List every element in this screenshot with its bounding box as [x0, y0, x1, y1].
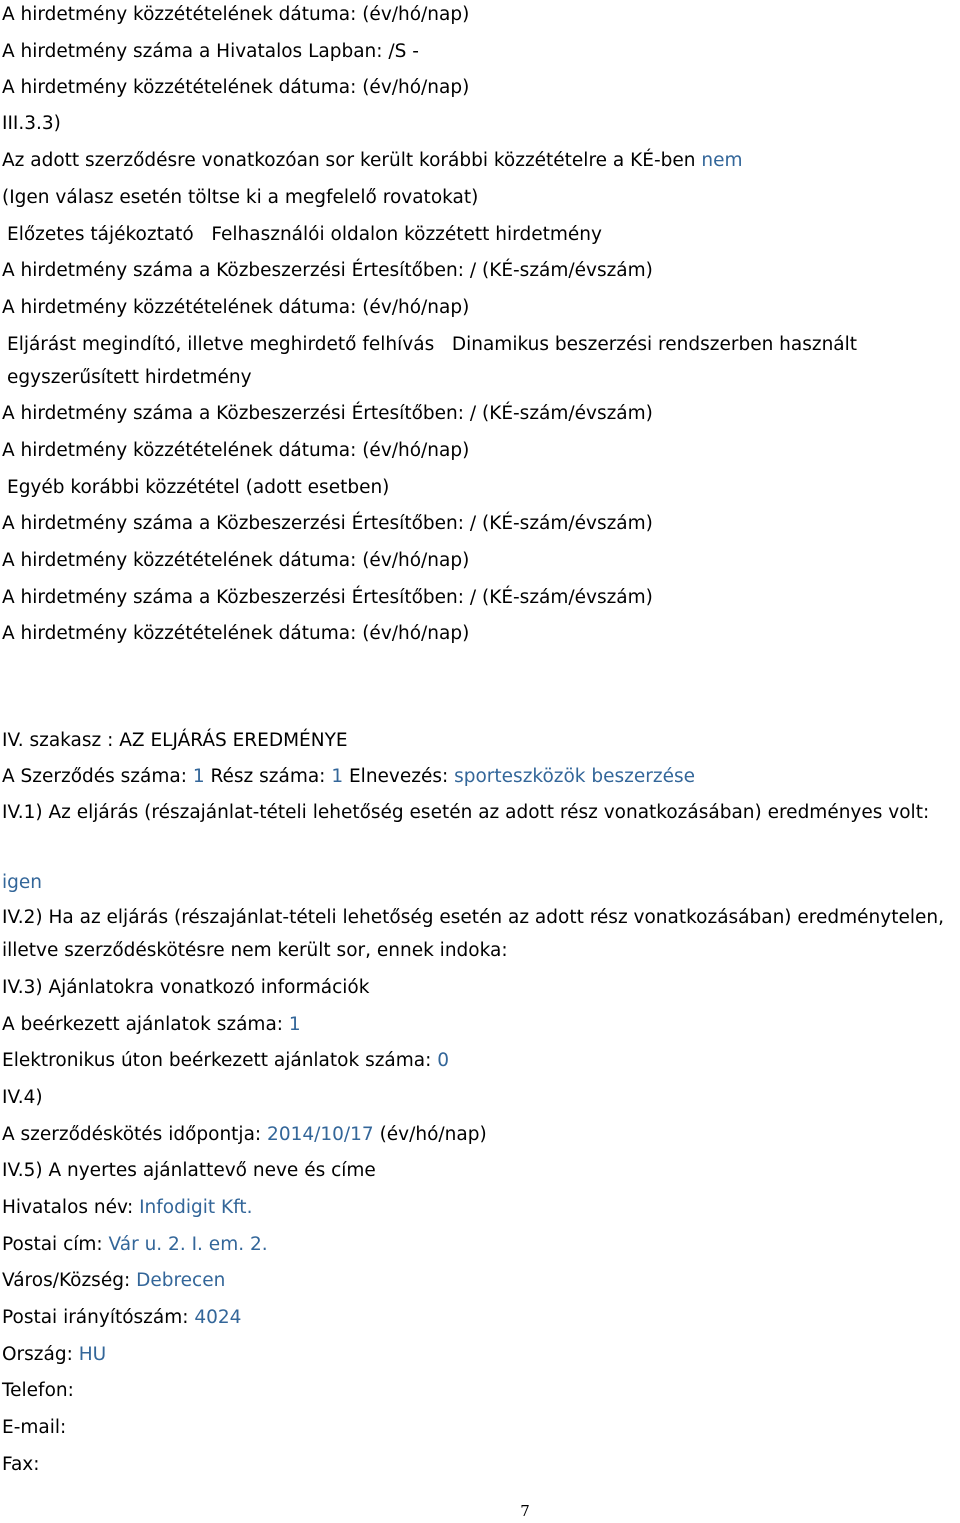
notice-number-line: A hirdetmény száma a Közbeszerzési Értesítőben: / (KÉ-szám/évszám) [2, 513, 653, 534]
contract-number-value: 1 [192, 766, 205, 787]
prior-publication-line [2, 148, 743, 174]
notice-date-line: A hirdetmény közzétételének dátuma: (év/hó/nap) [2, 550, 470, 571]
prior-publication-label: Az adott szerződésre vonatkozóan sor került korábbi közzétételre a KÉ-ben [2, 150, 696, 171]
postal-code-value: 4024 [194, 1307, 242, 1328]
iv4-heading: IV.4) [2, 1087, 43, 1108]
section-iv-heading: IV. szakasz : AZ ELJÁRÁS EREDMÉNYE [2, 730, 348, 751]
iv3-offers-heading: IV.3) Ajánlatokra vonatkozó információk [2, 977, 370, 998]
postal-address-label: Postai cím: [2, 1234, 103, 1255]
part-number-label: Rész száma: [210, 766, 326, 787]
notice-date-line: A hirdetmény közzétételének dátuma: (év/hó/nap) [2, 77, 470, 98]
contract-name-value: sporteszközök beszerzése [454, 766, 695, 787]
electronic-offers-label: Elektronikus úton beérkezett ajánlatok száma: [2, 1050, 432, 1071]
postal-address-line [2, 1232, 268, 1258]
iv1-result-label: IV.1) Az eljárás (részajánlat-tételi lehetőség esetén az adott rész vonatkozásában) eredményes volt: [2, 802, 930, 823]
official-name-value: Infodigit Kft. [139, 1197, 253, 1218]
city-value: Debrecen [136, 1270, 226, 1291]
city-line [2, 1268, 225, 1294]
country-line [2, 1342, 106, 1368]
preliminary-notice-line: Előzetes tájékoztató Felhasználói oldalon közzétett hirdetmény [7, 224, 602, 245]
postal-address-value: Vár u. 2. I. em. 2. [108, 1234, 268, 1255]
prior-publication-value: nem [701, 150, 743, 171]
country-label: Ország: [2, 1344, 73, 1365]
notice-number-line: A hirdetmény száma a Közbeszerzési Értesítőben: / (KÉ-szám/évszám) [2, 260, 653, 281]
contract-info-line [2, 764, 695, 790]
official-name-label: Hivatalos név: [2, 1197, 134, 1218]
official-name-line [2, 1195, 252, 1221]
electronic-offers-line [2, 1048, 449, 1074]
contract-name-label: Elnevezés: [348, 766, 449, 787]
contract-date-line [2, 1122, 487, 1148]
contract-number-label: A Szerződés száma: [2, 766, 187, 787]
part-number-value: 1 [331, 766, 344, 787]
section-heading-iii-3-3: III.3.3) [2, 113, 61, 134]
offers-received-line [2, 1012, 301, 1038]
notice-number-line: A hirdetmény száma a Közbeszerzési Értesítőben: / (KÉ-szám/évszám) [2, 403, 653, 424]
phone-label: Telefon: [2, 1380, 74, 1401]
notice-date-line: A hirdetmény közzétételének dátuma: (év/hó/nap) [2, 440, 470, 461]
fax-label: Fax: [2, 1454, 40, 1475]
country-value: HU [78, 1344, 107, 1365]
postal-code-line [2, 1305, 241, 1331]
contract-date-label: A szerződéskötés időpontja: [2, 1124, 262, 1145]
notice-date-line: A hirdetmény közzétételének dátuma: (év/hó/nap) [2, 623, 470, 644]
iv1-result-value: igen [2, 872, 42, 893]
other-publication-line: Egyéb korábbi közzététel (adott esetben) [7, 477, 390, 498]
postal-code-label: Postai irányítószám: [2, 1307, 189, 1328]
yes-answer-hint: (Igen válasz esetén töltse ki a megfelelő rovatokat) [2, 187, 479, 208]
notice-date-line: A hirdetmény közzétételének dátuma: (év/hó/nap) [2, 297, 470, 318]
contract-date-value: 2014/10/17 [267, 1124, 374, 1145]
page-number: 7 [520, 1502, 530, 1520]
city-label: Város/Község: [2, 1270, 131, 1291]
offers-received-value: 1 [288, 1014, 301, 1035]
launch-notice-line: Eljárást megindító, illetve meghirdető felhívás Dinamikus beszerzési rendszerben használt egyszerűsített hirdetmény [7, 334, 863, 388]
official-journal-number-line: A hirdetmény száma a Hivatalos Lapban: /S - [2, 41, 419, 62]
notice-date-line: A hirdetmény közzétételének dátuma: (év/hó/nap) [2, 4, 470, 25]
iv5-winner-heading: IV.5) A nyertes ajánlattevő neve és címe [2, 1160, 376, 1181]
offers-received-label: A beérkezett ajánlatok száma: [2, 1014, 284, 1035]
iv2-unsuccessful-reason: IV.2) Ha az eljárás (részajánlat-tételi lehetőség esetén az adott rész vonatkozásában) eredménytelen, illetve szerződéskötésre nem került sor, ennek indoka: [2, 907, 944, 961]
email-label: E-mail: [2, 1417, 67, 1438]
contract-date-format: (év/hó/nap) [379, 1124, 487, 1145]
notice-number-line: A hirdetmény száma a Közbeszerzési Értesítőben: / (KÉ-szám/évszám) [2, 587, 653, 608]
electronic-offers-value: 0 [437, 1050, 450, 1071]
